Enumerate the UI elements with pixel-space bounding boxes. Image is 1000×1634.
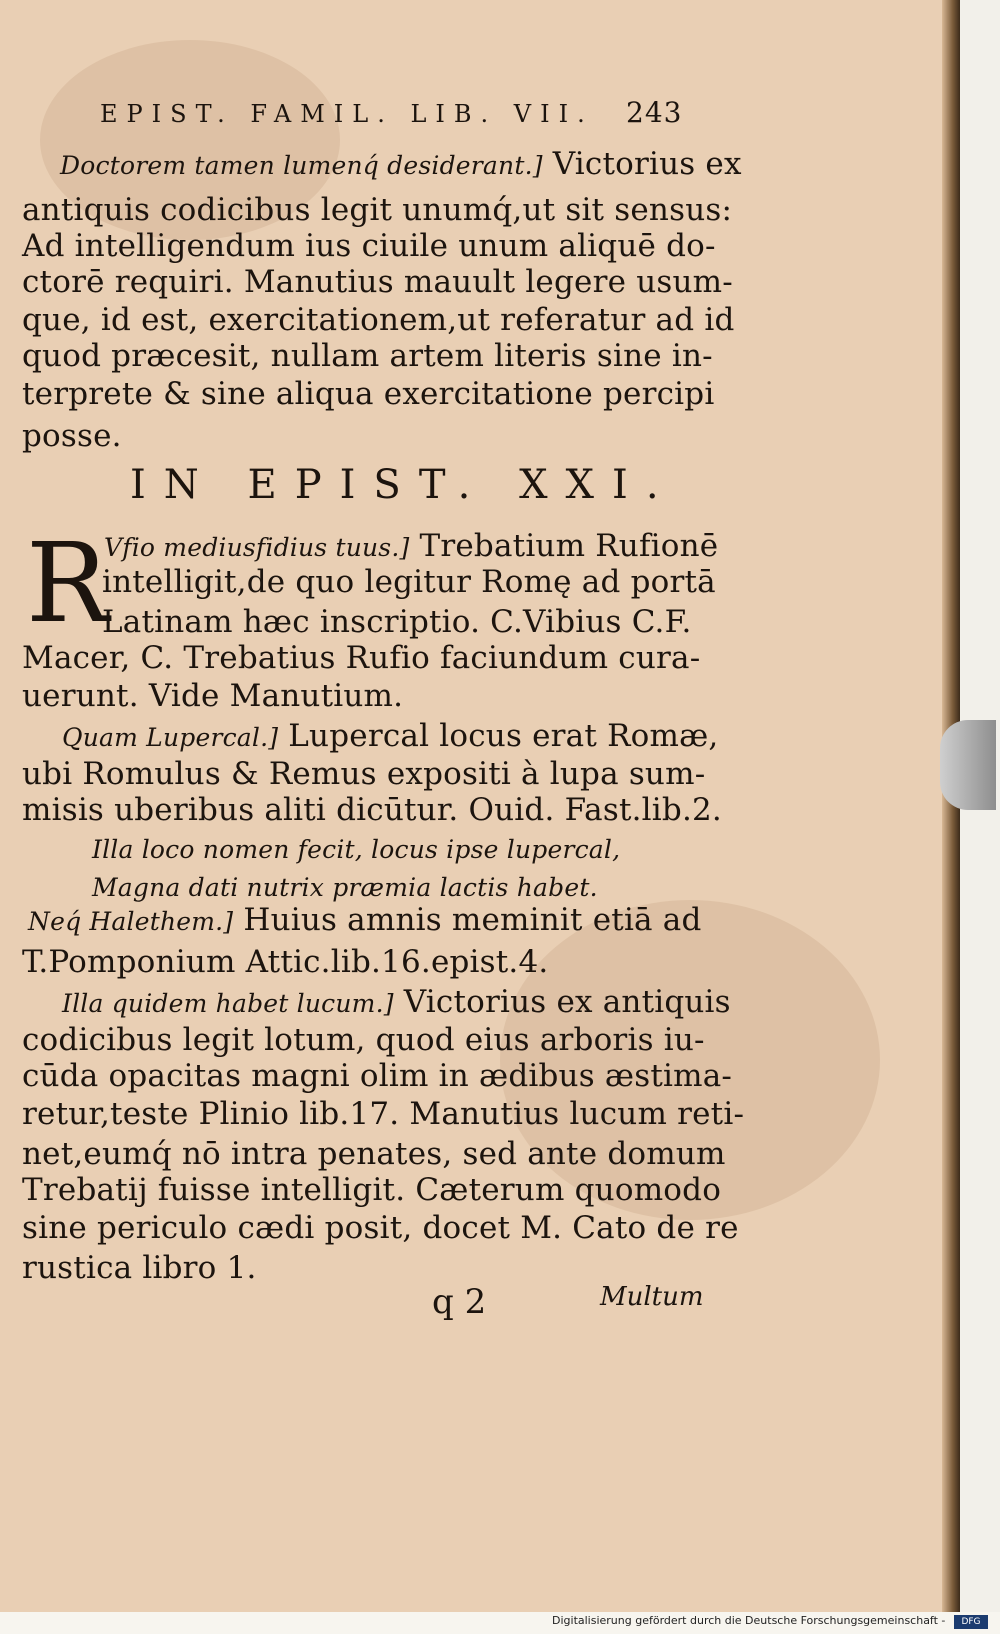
text-line: [22, 228, 716, 264]
lemma: Quam Lupercal.]: [62, 723, 279, 752]
line-text: rustica libro 1.: [22, 1250, 257, 1286]
text-line: [22, 338, 713, 374]
text-line: [22, 1250, 702, 1286]
text-line: [22, 1022, 705, 1058]
line-text: antiquis codicibus legit unumq́,ut sit sensus:: [22, 192, 733, 228]
text-line: [22, 418, 702, 454]
text-line: [22, 376, 715, 412]
catchword: Multum: [600, 1282, 704, 1312]
text-line: [92, 868, 772, 906]
line-text: Huius amnis meminit etiā ad: [233, 902, 702, 938]
text-line: [62, 718, 742, 756]
text-line: [22, 1058, 733, 1094]
text-line: [104, 528, 784, 566]
text-line: [60, 146, 740, 184]
lemma: Illa quidem habet lucum.]: [62, 989, 394, 1018]
lemma: Magna dati nutrix præmia lactis habet.: [92, 873, 598, 902]
text-line: [22, 1096, 745, 1132]
lemma: Illa loco nomen fecit, locus ipse lupercal,: [92, 835, 621, 864]
signature-mark: q 2: [432, 1282, 487, 1322]
line-text: Victorius ex: [542, 146, 742, 182]
line-text: terprete & sine aliqua exercitatione percipi: [22, 376, 715, 412]
line-text: misis uberibus aliti dicūtur. Ouid. Fast.lib.2.: [22, 792, 722, 828]
text-line: [102, 564, 782, 600]
text-line: [22, 756, 706, 792]
line-text: uerunt. Vide Manutium.: [22, 678, 404, 714]
line-text: Ad intelligendum ius ciuile unum aliquē do-: [22, 228, 716, 264]
text-line: [28, 902, 708, 940]
line-text: posse.: [22, 418, 122, 454]
text-line: [62, 984, 742, 1022]
line-text: Latinam hæc inscriptio. C.Vibius C.F.: [102, 604, 692, 640]
text-line: [22, 1210, 739, 1246]
line-text: Victorius ex antiquis: [393, 984, 731, 1020]
line-text: Macer, C. Trebatius Rufio faciundum cura-: [22, 640, 701, 676]
book-clasp: [940, 720, 996, 810]
line-text: T.Pomponium Attic.lib.16.epist.4.: [22, 944, 549, 980]
line-text: sine periculo cædi posit, docet M. Cato de re: [22, 1210, 739, 1246]
line-text: Trebatium Rufionē: [409, 528, 719, 564]
text-line: [92, 830, 772, 868]
text-line: [22, 792, 722, 828]
line-text: que, id est, exercitationem,ut referatur ad id: [22, 302, 735, 338]
text-line: [22, 1172, 722, 1208]
text-line: [22, 678, 702, 714]
text-line: [22, 302, 735, 338]
text-line: [22, 264, 733, 300]
line-text: ctorē requiri. Manutius mauult legere usum-: [22, 264, 733, 300]
line-text: quod præcesit, nullam artem literis sine in-: [22, 338, 713, 374]
line-text: net,eumq́ nō intra penates, sed ante domum: [22, 1136, 726, 1172]
digitization-credit: Digitalisierung gefördert durch die Deutsche Forschungsgemeinschaft -: [552, 1614, 946, 1627]
line-text: cūda opacitas magni olim in ædibus æstima-: [22, 1058, 733, 1094]
lemma: Vfio mediusfidius tuus.]: [104, 533, 410, 562]
running-head: EPIST. FAMIL. LIB. VII.: [100, 100, 594, 128]
dfg-logo: DFG: [954, 1615, 988, 1629]
text-line: [22, 944, 702, 980]
line-text: Lupercal locus erat Romæ,: [278, 718, 719, 754]
page-number: 243: [626, 96, 683, 129]
lemma: Neq́ Halethem.]: [28, 907, 234, 936]
text-line: [22, 640, 702, 676]
drop-capital: R: [26, 519, 109, 647]
line-text: Trebatij fuisse intelligit. Cæterum quomodo: [22, 1172, 722, 1208]
line-text: ubi Romulus & Remus expositi à lupa sum-: [22, 756, 706, 792]
line-text: codicibus legit lotum, quod eius arboris iu-: [22, 1022, 705, 1058]
text-line: [22, 1136, 726, 1172]
line-text: retur,teste Plinio lib.17. Manutius lucum reti-: [22, 1096, 745, 1132]
text-line: [102, 604, 782, 640]
lemma: Doctorem tamen lumenq́ desiderant.]: [60, 151, 543, 180]
text-line: [22, 192, 733, 228]
line-text: intelligit,de quo legitur Romę ad portā: [102, 564, 716, 600]
section-title: IN EPIST. XXI.: [130, 462, 677, 508]
